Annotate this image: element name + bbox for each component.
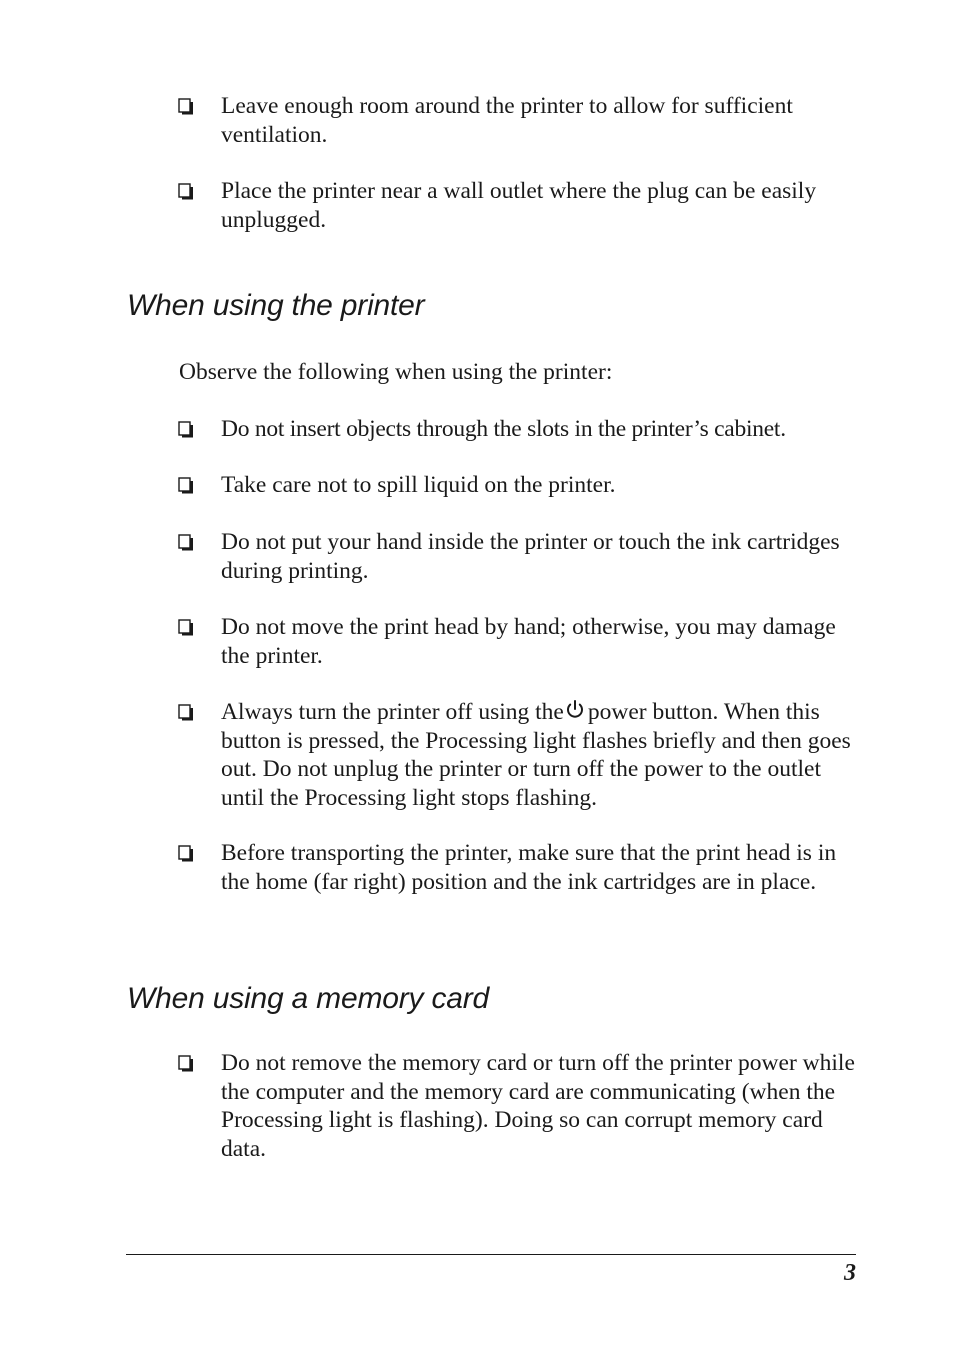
list-item-text: Do not insert objects through the slots in the printer’s cabinet.	[221, 416, 786, 442]
list-item	[178, 839, 868, 896]
section-intro: Observe the following when using the printer:	[179, 359, 613, 385]
power-icon	[565, 699, 585, 721]
list-item-text: Take care not to spill liquid on the printer.	[221, 472, 616, 498]
list-item	[178, 177, 868, 234]
checkbox-bullet-icon	[178, 532, 195, 552]
list-item	[178, 698, 868, 812]
section-heading-memory-card: When using a memory card	[127, 982, 490, 1015]
list-item	[178, 613, 868, 670]
checkbox-bullet-icon	[178, 617, 195, 637]
checkbox-bullet-icon	[178, 96, 195, 116]
list-item	[178, 92, 868, 149]
checkbox-bullet-icon	[178, 1053, 195, 1073]
section-heading-printer: When using the printer	[127, 289, 425, 322]
footer-divider	[126, 1254, 856, 1255]
list-item-text: Before transporting the printer, make sure that the print head is in the home (far right) position and the ink cartridges are in place.	[221, 840, 837, 895]
list-item-text: Do not put your hand inside the printer or touch the ink cartridges during printing.	[221, 529, 840, 584]
list-item	[178, 528, 868, 585]
list-item-text-after: power button. When this button is pressed, the Processing light flashes briefly and then goes out. Do not unplug the printer or turn off the power to the outlet until the Processing light stops flashing.	[221, 699, 851, 811]
list-item-text: Do not move the print head by hand; otherwise, you may damage the printer.	[221, 614, 836, 669]
checkbox-bullet-icon	[178, 475, 195, 495]
checkbox-bullet-icon	[178, 419, 195, 439]
checkbox-bullet-icon	[178, 181, 195, 201]
list-item-text: Place the printer near a wall outlet where the plug can be easily unplugged.	[221, 178, 817, 233]
list-item-text	[221, 698, 868, 812]
list-item	[178, 1049, 868, 1163]
list-item	[178, 471, 868, 500]
list-item	[178, 415, 868, 444]
checkbox-bullet-icon	[178, 843, 195, 863]
list-item-text: Leave enough room around the printer to allow for sufficient ventilation.	[221, 93, 793, 148]
checkbox-bullet-icon	[178, 702, 195, 722]
list-item-text-before: Always turn the printer off using the	[221, 699, 564, 725]
list-item-text: Do not remove the memory card or turn off the printer power while the computer and the memory card are communicating (when the Processing light is flashing). Doing so can corrupt memory card data.	[221, 1050, 855, 1162]
page-number: 3	[844, 1260, 856, 1286]
